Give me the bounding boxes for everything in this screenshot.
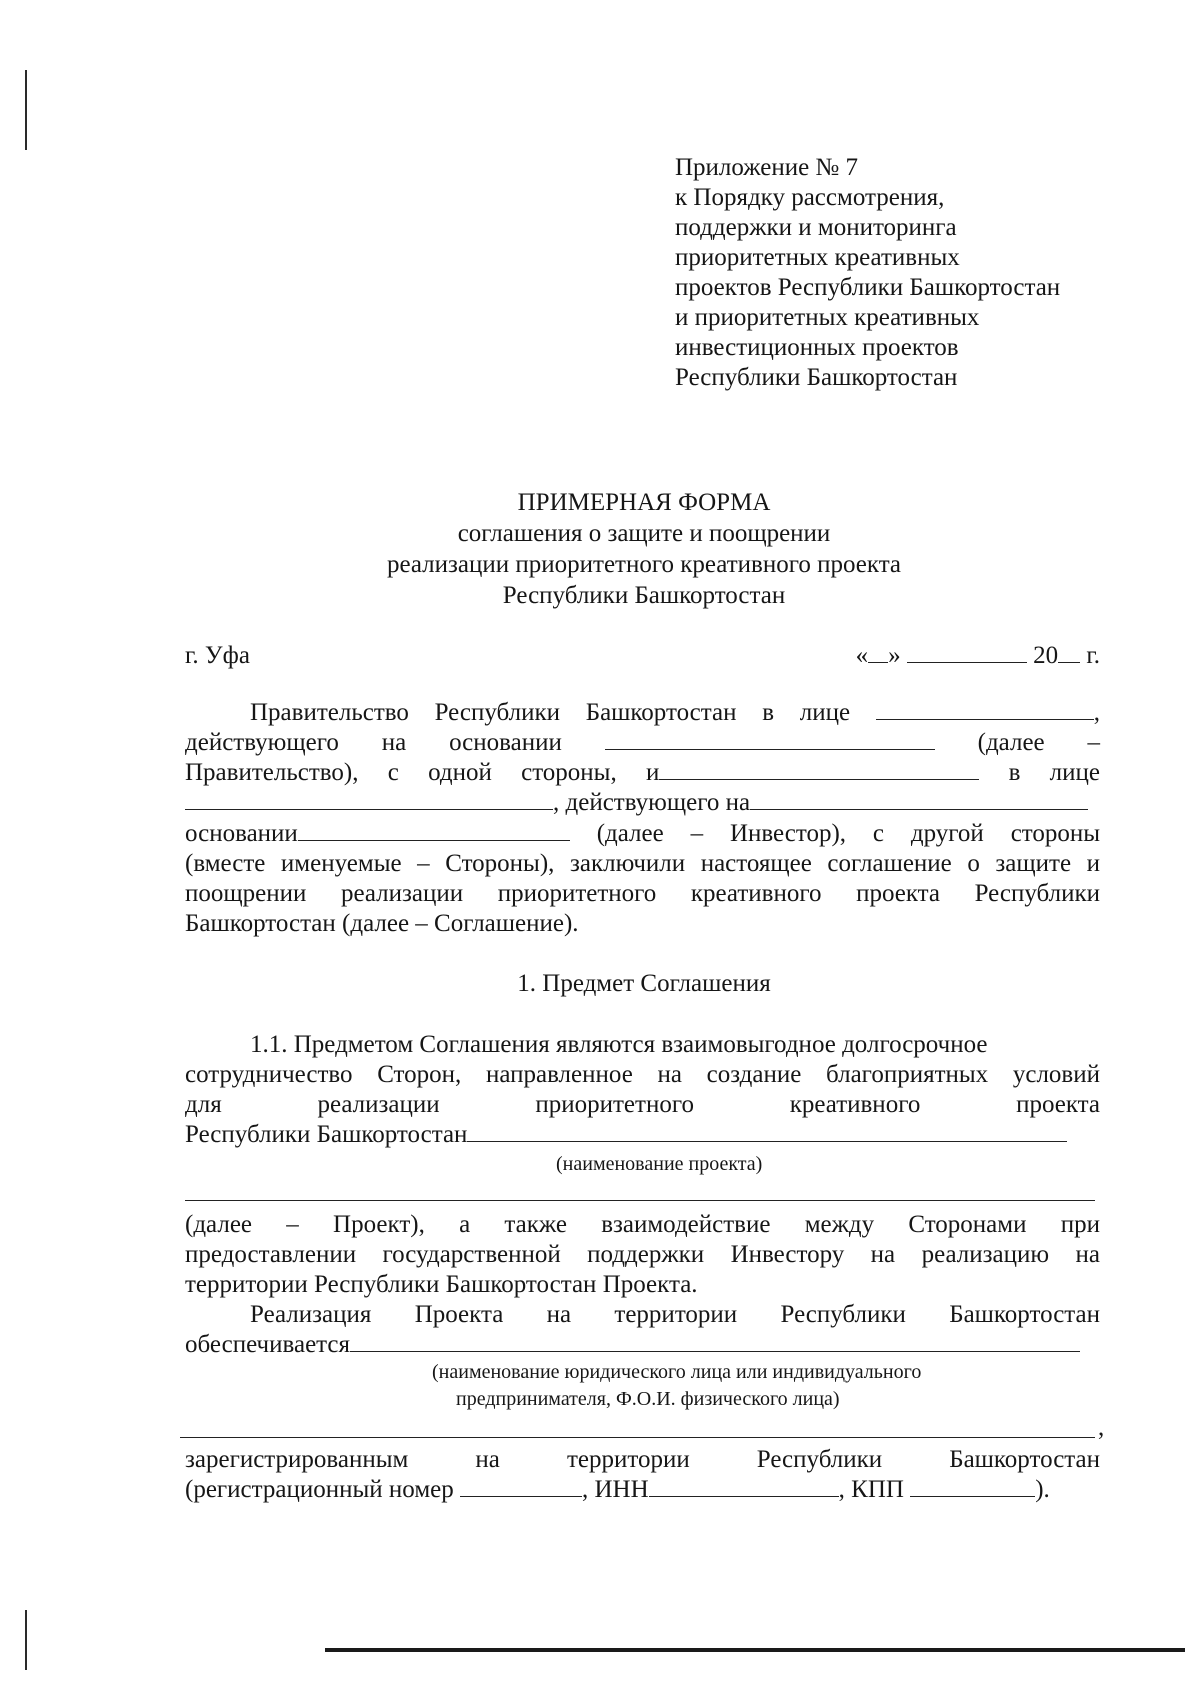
- document-title: [0, 487, 1200, 611]
- date-quote-close: »: [888, 642, 901, 669]
- caption-entity-line-1: (наименование юридического лица или индивидуального: [432, 1361, 922, 1383]
- phrase: для реализации приоритетного креативного проекта: [185, 1091, 1100, 1118]
- word: стороны,: [521, 759, 617, 786]
- date-quote-open: «: [855, 642, 869, 669]
- date-field: [856, 641, 1100, 671]
- section-line-7: [185, 1270, 1100, 1300]
- word: и: [645, 759, 660, 786]
- word: основании: [185, 820, 298, 847]
- section-line-5: [185, 1210, 1100, 1240]
- section-line-6: [185, 1240, 1100, 1270]
- word: –: [1087, 729, 1101, 756]
- appendix-line: поддержки и мониторинга: [675, 214, 957, 241]
- appendix-line: к Порядку рассмотрения,: [675, 184, 945, 211]
- city: г. Уфа: [185, 642, 250, 669]
- title-line: соглашения о защите и поощрении: [457, 520, 831, 547]
- preamble-line-3: [185, 758, 1100, 788]
- word: (далее: [977, 729, 1045, 756]
- section-line-8: [250, 1300, 1100, 1330]
- phrase: (регистрационный номер: [185, 1476, 454, 1503]
- section-line-4: [185, 1120, 1100, 1150]
- appendix-line: и приоритетных креативных: [675, 304, 980, 331]
- word: лице: [799, 699, 851, 726]
- word: с: [387, 759, 399, 786]
- word: основании: [449, 729, 562, 756]
- project-name-continuation-line[interactable]: [185, 1200, 1095, 1201]
- scan-edge-mark-bottom: [25, 1610, 27, 1670]
- phrase: (далее – Проект), а также взаимодействие между Сторонами при: [185, 1211, 1100, 1238]
- caption-project-name: (наименование проекта): [556, 1153, 763, 1175]
- month-blank[interactable]: [907, 641, 1027, 663]
- word: Правительство),: [185, 759, 359, 786]
- section-line-10: [185, 1445, 1100, 1475]
- scan-edge-mark-top: [25, 70, 27, 150]
- phrase: (вместе именуемые – Стороны), заключили настоящее соглашение о защите и: [185, 850, 1100, 877]
- investor-representative-blank[interactable]: [185, 788, 553, 810]
- phrase: территории Республики Башкортостан Проекта.: [185, 1271, 698, 1298]
- word: стороны: [1010, 820, 1101, 847]
- title-line: Республики Башкортостан: [502, 582, 786, 609]
- entity-line-comma: ,: [1098, 1414, 1105, 1441]
- punct: ,: [1093, 699, 1101, 726]
- phrase: 1.1. Предметом Соглашения являются взаимовыгодное долгосрочное: [250, 1031, 988, 1058]
- investor-blank[interactable]: [659, 758, 979, 780]
- year-blank[interactable]: [1058, 641, 1080, 663]
- word: в: [1008, 759, 1021, 786]
- word: другой: [910, 820, 984, 847]
- appendix-line: Приложение № 7: [675, 154, 859, 181]
- investor-basis-blank[interactable]: [750, 788, 1088, 810]
- year-prefix: 20: [1033, 642, 1059, 669]
- word: в: [762, 699, 775, 726]
- representative-blank[interactable]: [876, 698, 1094, 720]
- preamble-line-5: [185, 819, 1100, 849]
- preamble-line-6: [185, 849, 1100, 879]
- phrase: обеспечивается: [185, 1331, 351, 1358]
- preamble-line-1: [250, 698, 1100, 728]
- phrase: , действующего на: [553, 789, 751, 816]
- phrase: Башкортостан (далее – Соглашение).: [185, 910, 579, 937]
- word: Инвестор),: [729, 820, 847, 847]
- phrase: предоставлении государственной поддержки Инвестору на реализацию на: [185, 1241, 1100, 1268]
- preamble-line-7: [185, 879, 1100, 909]
- preamble-line-8: [185, 909, 1100, 939]
- word: Правительство: [250, 699, 409, 726]
- word: на: [381, 729, 407, 756]
- phrase: , КПП: [838, 1476, 904, 1503]
- word: (далее –: [596, 820, 704, 847]
- word: Башкортостан: [585, 699, 737, 726]
- appendix-line: инвестиционных проектов: [675, 334, 959, 361]
- phrase: сотрудничество Сторон, направленное на создание благоприятных условий: [185, 1061, 1100, 1088]
- appendix-line: приоритетных креативных: [675, 244, 960, 271]
- project-name-blank[interactable]: [467, 1120, 1067, 1142]
- kpp-blank[interactable]: [910, 1475, 1035, 1497]
- day-blank[interactable]: [868, 641, 888, 663]
- entity-name-continuation-line[interactable]: [180, 1437, 1095, 1438]
- phrase: Реализация Проекта на территории Республики Башкортостан: [250, 1301, 1100, 1328]
- preamble-line-4: [185, 788, 1100, 818]
- place-date-row: [185, 641, 1100, 671]
- phrase: , ИНН: [582, 1476, 649, 1503]
- entity-name-blank[interactable]: [350, 1330, 1080, 1352]
- section-line-11: [185, 1475, 1100, 1505]
- word: действующего: [185, 729, 339, 756]
- appendix-block: [675, 153, 1060, 393]
- phrase: зарегистрированным на территории Республики Башкортостан: [185, 1446, 1100, 1473]
- word: одной: [428, 759, 492, 786]
- phrase: ).: [1035, 1476, 1050, 1503]
- caption-entity-line-2: предпринимателя, Ф.О.И. физического лица): [456, 1388, 840, 1410]
- section-heading: 1. Предмет Соглашения: [517, 970, 771, 997]
- appendix-line: Республики Башкортостан: [675, 364, 958, 391]
- phrase: поощрении реализации приоритетного креативного проекта Республики: [185, 880, 1100, 907]
- registration-number-blank[interactable]: [460, 1475, 582, 1497]
- section-line-1: [250, 1030, 1100, 1060]
- word: с: [872, 820, 885, 847]
- section-line-9: [185, 1330, 1100, 1360]
- phrase: Республики Башкортостан: [185, 1121, 468, 1148]
- word: лице: [1049, 759, 1101, 786]
- inn-blank[interactable]: [649, 1475, 839, 1497]
- investor-basis-doc-blank[interactable]: [298, 819, 570, 841]
- year-suffix: г.: [1086, 642, 1100, 669]
- word: Республики: [434, 699, 561, 726]
- section-line-2: [185, 1060, 1100, 1090]
- title-heading: ПРИМЕРНАЯ ФОРМА: [517, 489, 771, 516]
- section-line-3: [185, 1090, 1100, 1120]
- basis-blank[interactable]: [605, 728, 935, 750]
- appendix-line: проектов Республики Башкортостан: [675, 274, 1061, 301]
- title-line: реализации приоритетного креативного проекта: [386, 551, 902, 578]
- scan-bottom-bar: [325, 1648, 1185, 1652]
- preamble-line-2: [185, 728, 1100, 758]
